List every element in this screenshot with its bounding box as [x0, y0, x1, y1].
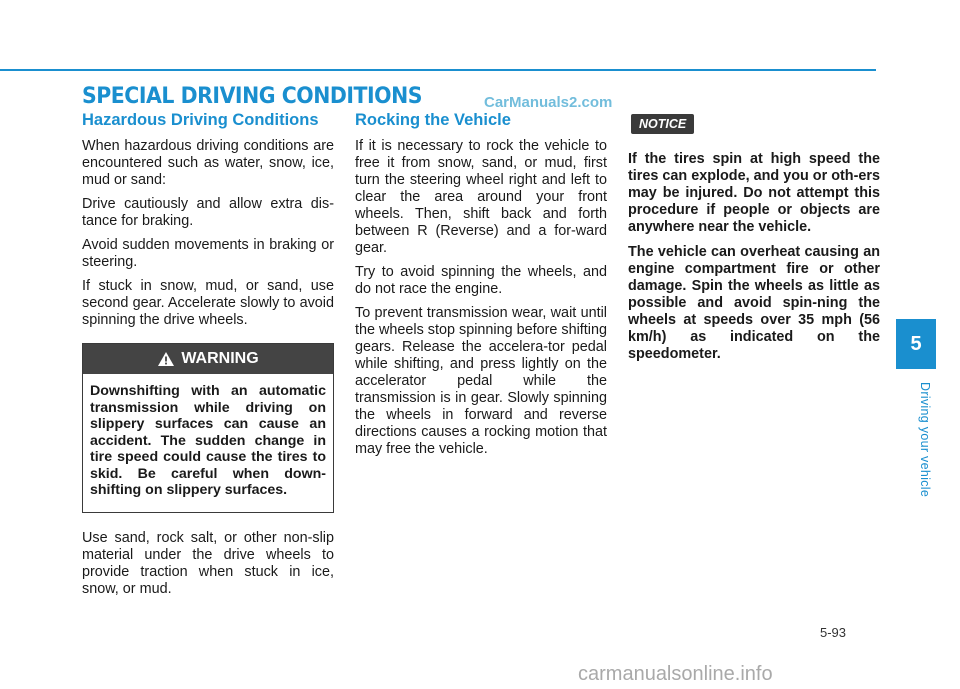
- paragraph: If stuck in snow, mud, or sand, use second gear. Accelerate slowly to avoid spinning the drive wheels.: [82, 278, 334, 328]
- warning-label: WARNING: [181, 350, 259, 367]
- warning-box: [82, 343, 334, 513]
- heading-hazardous: Hazardous Driving Conditions: [82, 111, 319, 129]
- paragraph: When hazardous driving conditions are encountered such as water, snow, ice, mud or sand:: [82, 138, 334, 188]
- paragraph: Use sand, rock salt, or other non-slip material under the drive wheels to provide traction when stuck in ice, snow, or mud.: [82, 529, 334, 597]
- warning-triangle-icon: [157, 351, 175, 367]
- paragraph: Drive cautiously and allow extra dis-tance for braking.: [82, 196, 334, 229]
- paragraph: If it is necessary to rock the vehicle to free it from snow, sand, or mud, first turn the steering wheel right and left to clear the area around your front wheels. Then, shift back and forth between R (Reverse) and a for-ward gear.: [355, 138, 607, 256]
- paragraph: To prevent transmission wear, wait until the wheels stop spinning before shifting gears. Release the accelera-tor pedal while shifting, and press lightly on the accelerator pedal while the transmission is in gear. Slowly spinning the wheels in forward and reverse directions causes a rocking motion that may free the vehicle.: [355, 305, 607, 457]
- chapter-tab: 5: [896, 319, 936, 369]
- notice-badge: NOTICE: [631, 114, 694, 134]
- column-rocking: [355, 110, 607, 465]
- section-title: SPECIAL DRIVING CONDITIONS: [82, 84, 423, 109]
- paragraph: Avoid sudden movements in braking or steering.: [82, 237, 334, 270]
- chapter-label: Driving your vehicle: [918, 382, 932, 498]
- column-notice: [628, 110, 880, 371]
- column-hazardous: [82, 110, 334, 605]
- paragraph: Try to avoid spinning the wheels, and do not race the engine.: [355, 264, 607, 297]
- page-number: 5-93: [820, 625, 847, 640]
- watermark-bottom: carmanualsonline.info: [578, 663, 773, 685]
- heading-rocking: Rocking the Vehicle: [355, 111, 511, 129]
- watermark-top: CarManuals2.com: [484, 94, 613, 111]
- top-rule: [0, 69, 876, 71]
- warning-text: Downshifting with an automatic transmission while driving on slippery surfaces can cause an accident. The sudden change in tire speed could cause the tires to skid. Be careful when down-shifting on slippery surfaces.: [90, 383, 326, 498]
- warning-header: [83, 344, 333, 374]
- notice-paragraph: The vehicle can overheat causing an engine compartment fire or other damage. Spin the wheels as little as possible and avoid spin-ning the wheels at speeds over 35 mph (56 km/h) as indicated on the speedometer.: [628, 244, 880, 362]
- notice-paragraph: If the tires spin at high speed the tires can explode, and you or oth-ers may be injured. Do not attempt this procedure if people or objects are anywhere near the vehicle.: [628, 151, 880, 235]
